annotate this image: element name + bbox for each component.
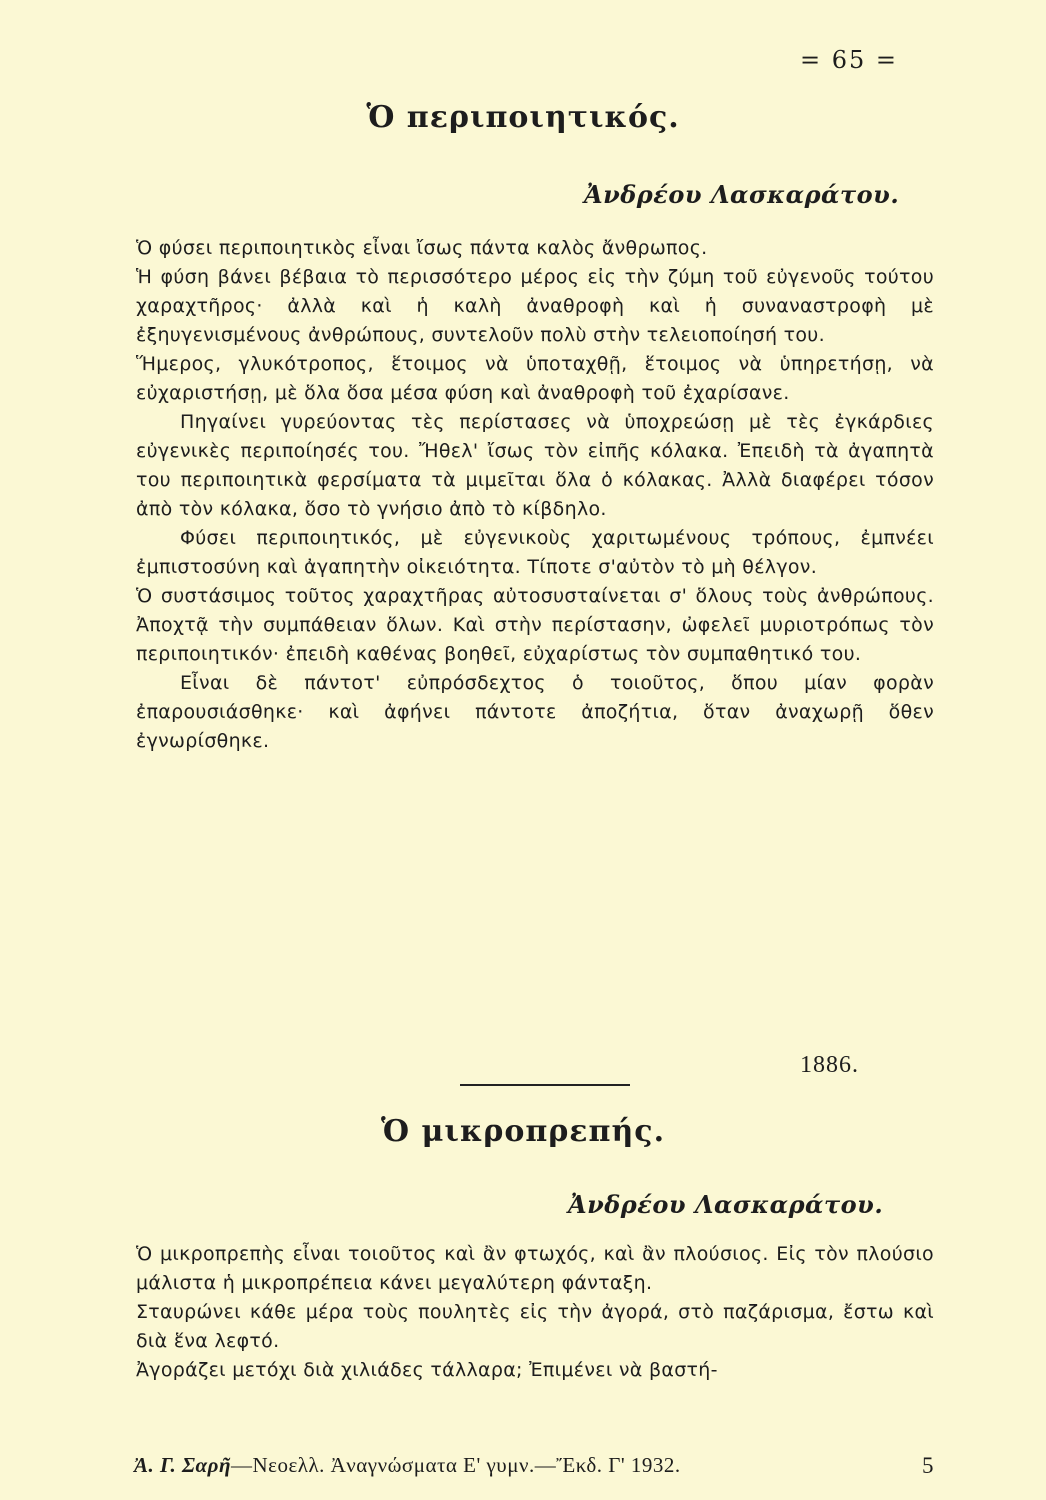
- section-title-petty: Ὁ μικροπρεπής.: [380, 1114, 666, 1149]
- footer-source-author: Ἀ. Γ. Σαρῆ: [134, 1453, 231, 1477]
- signature-mark: 5: [922, 1453, 934, 1478]
- section-body: [136, 1240, 934, 1385]
- section-divider: [460, 1084, 630, 1086]
- paragraph: Ἀγοράζει μετόχι διὰ χιλιάδες τάλλαρα; Ἐπιμένει νὰ βαστή-: [136, 1359, 718, 1381]
- paragraph: Σταυρώνει κάθε μέρα τοὺς πουλητὲς εἰς τὴν ἀγορά, στὸ παζάρισμα, ἔστω καὶ διὰ ἕνα λεφτό.: [136, 1301, 934, 1352]
- page-number: = 65 =: [800, 46, 899, 74]
- paragraph: Φύσει περιποιητικός, μὲ εὐγενικοὺς χαριτωμένους τρόπους, ἐμπνέει ἐμπιστοσύνη καὶ ἀγαπητὴν οἰκειότητα. Τίποτε σ'αὐτὸν τὸ μὴ θέλγον.: [136, 527, 934, 578]
- section-title-courteous: Ὁ περιποιητικός.: [366, 100, 680, 135]
- paragraph: Ὁ φύσει περιποιητικὸς εἶναι ἴσως πάντα καλὸς ἄνθρωπος.: [136, 237, 708, 259]
- footer-source: [134, 1453, 681, 1477]
- paragraph: Πηγαίνει γυρεύοντας τὲς περίστασες νὰ ὑποχρεώσῃ μὲ τὲς ἐγκάρδιες εὐγενικὲς περιποίησές του. Ἤθελ' ἴσως τὸν εἰπῆς κόλακα. Ἐπειδὴ τὰ ἀγαπητὰ του περιποιητικὰ φερσίματα τὰ μιμεῖται ὅλα ὁ κόλακας. Ἀλλὰ διαφέρει τόσον ἀπὸ τὸν κόλακα, ὅσο τὸ γνήσιο ἀπὸ τὸ κίβδηλο.: [136, 411, 934, 520]
- page-footer: [134, 1453, 934, 1478]
- author-line: Ἀνδρέου Λασκαράτου.: [584, 180, 900, 209]
- author-line: Ἀνδρέου Λασκαράτου.: [568, 1190, 884, 1219]
- paragraph: Εἶναι δὲ πάντοτ' εὐπρόσδεχτος ὁ τοιοῦτος, ὅπου μίαν φορὰν ἐπαρουσιάσθηκε· καὶ ἀφήνει πάντοτε ἀποζήτια, ὅταν ἀναχωρῇ ὅθεν ἐγνωρίσθηκε.: [136, 672, 934, 752]
- paragraph: Ἥμερος, γλυκότροπος, ἕτοιμος νὰ ὑποταχθῇ, ἕτοιμος νὰ ὑπηρετήσῃ, νὰ εὐχαριστήσῃ, μὲ ὅλα ὅσα μέσα φύση καὶ ἀναθροφὴ τοῦ ἐχαρίσανε.: [136, 353, 934, 404]
- paragraph: Ὁ συστάσιμος τοῦτος χαραχτῆρας αὐτοσυσταίνεται σ' ὅλους τοὺς ἀνθρώπους. Ἀποχτᾷ τὴν συμπάθειαν ὅλων. Καὶ στὴν περίστασην, ὠφελεῖ μυριοτρόπως τὸν περιποιητικόν· ἐπειδὴ καθένας βοηθεῖ, εὐχαρίστως τὸν συμπαθητικό του.: [136, 585, 934, 665]
- footer-source-details: —Νεοελλ. Ἀναγνώσματα Ε' γυμν.—Ἔκδ. Γ' 1932.: [230, 1453, 681, 1477]
- paragraph: Ὁ μικροπρεπὴς εἶναι τοιοῦτος καὶ ἂν φτωχός, καὶ ἂν πλούσιος. Εἰς τὸν πλούσιο μάλιστα ἡ μικροπρέπεια κάνει μεγαλύτερη φάνταξη.: [136, 1243, 934, 1294]
- section-body: [136, 234, 934, 756]
- date-line: 1886.: [800, 1052, 859, 1078]
- paragraph: Ἡ φύση βάνει βέβαια τὸ περισσότερο μέρος εἰς τὴν ζύμη τοῦ εὐγενοῦς τούτου χαραχτῆρος· ἀλλὰ καὶ ἡ καλὴ ἀναθροφὴ καὶ ἡ συναναστροφὴ μὲ ἐξηυγενισμένους ἀνθρώπους, συντελοῦν πολὺ στὴν τελειοποίησή του.: [136, 266, 934, 346]
